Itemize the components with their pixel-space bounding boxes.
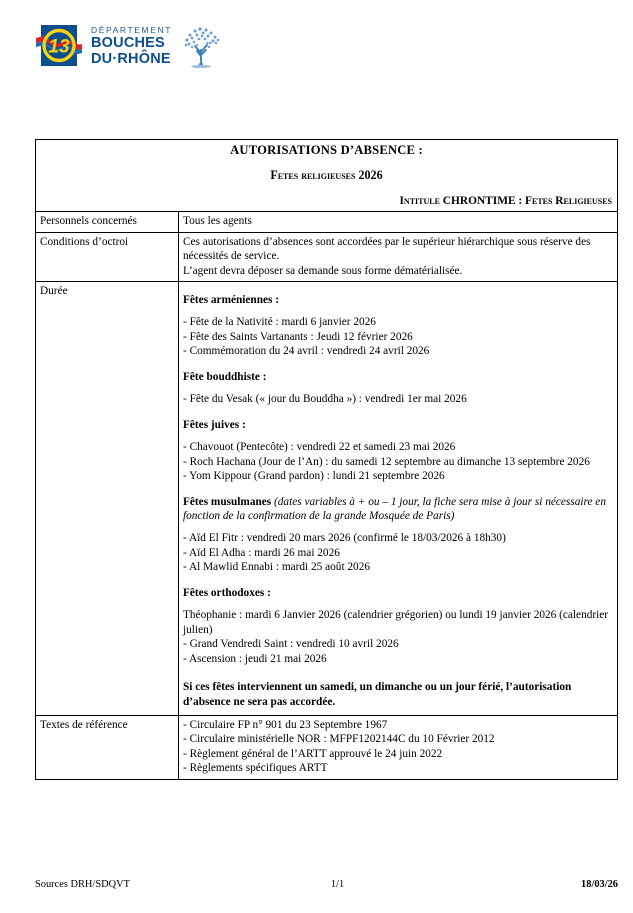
document-subtitle: Fetes religieuses 2026 bbox=[270, 168, 383, 183]
footer-source: Sources DRH/SDQVT bbox=[35, 879, 130, 890]
list-item: - Aïd El Fitr : vendredi 20 mars 2026 (confirmé le 18/03/2026 à 18h30) bbox=[183, 532, 506, 545]
document-title: AUTORISATIONS D’ABSENCE : bbox=[230, 143, 423, 157]
logo-name-line-1: BOUCHES bbox=[91, 35, 165, 52]
table-row bbox=[36, 715, 618, 779]
list-item: - Fête de la Nativité : mardi 6 janvier 2026 bbox=[183, 316, 376, 329]
row-label-conditions: Conditions d’octroi bbox=[36, 232, 179, 281]
section-title-juives-text: Fêtes juives bbox=[183, 418, 240, 431]
section-title-musulmanes bbox=[183, 495, 613, 524]
tree-icon bbox=[178, 23, 226, 69]
section-title-orthodoxes bbox=[183, 586, 613, 600]
list-item: - Yom Kippour (Grand pardon) : lundi 21 septembre 2026 bbox=[183, 470, 445, 483]
table-row bbox=[36, 232, 618, 281]
table-row bbox=[36, 281, 618, 715]
row-label-personnels: Personnels concernés bbox=[36, 212, 179, 232]
section-title-orthodoxes-text: Fêtes orthodoxes bbox=[183, 586, 265, 599]
absence-authorisation-table bbox=[35, 139, 618, 780]
row-label-duree: Durée bbox=[36, 281, 179, 715]
svg-text:13: 13 bbox=[48, 36, 70, 58]
footer-page-number: 1/1 bbox=[330, 879, 345, 890]
logo-wordmark bbox=[91, 26, 172, 67]
chrontime-label: Intitule CHRONTIME : Fetes Religieuses bbox=[399, 194, 612, 207]
section-title-musulmanes-text: Fêtes musulmanes bbox=[183, 495, 272, 508]
page-footer bbox=[35, 879, 618, 890]
list-item: - Al Mawlid Ennabi : mardi 25 août 2026 bbox=[183, 561, 370, 574]
list-item: - Roch Hachana (Jour de l’An) : du samedi 12 septembre au dimanche 13 septembre 2026 bbox=[183, 455, 590, 468]
section-note-musulmanes: (dates variables à + ou – 1 jour, la fiche sera mise à jour si nécessaire en fonction de la confirmation de la grande Mosquée de Paris) bbox=[183, 495, 606, 522]
conditions-line-1: Ces autorisations d’absences sont accordées par le supérieur hiérarchique sous réserve des nécessités de service. bbox=[183, 235, 591, 263]
list-item: - Chavouot (Pentecôte) : vendredi 22 et samedi 23 mai 2026 bbox=[183, 441, 456, 454]
table-header-row bbox=[36, 140, 618, 212]
department-logo bbox=[36, 20, 236, 72]
list-item: - Ascension : jeudi 21 mai 2026 bbox=[183, 652, 327, 665]
section-title-juives-suffix: : bbox=[239, 418, 246, 431]
row-value-duree bbox=[179, 281, 618, 715]
bouches-du-rhone-emblem-icon bbox=[36, 24, 82, 68]
list-item: - Aïd El Adha : mardi 26 mai 2026 bbox=[183, 546, 340, 559]
list-item: - Circulaire FP n° 901 du 23 Septembre 1967 bbox=[183, 718, 388, 731]
table-header-cell bbox=[36, 140, 618, 212]
row-label-references: Textes de référence bbox=[36, 715, 179, 779]
section-title-bouddhiste-text: Fête bouddhiste bbox=[183, 370, 260, 383]
logo-name-line-2: DU·RHÔNE bbox=[91, 50, 171, 67]
section-title-armeniennes bbox=[183, 293, 613, 307]
weekend-warning-note: Si ces fêtes interviennent un samedi, un dimanche ou un jour férié, l’autorisation d’absence ne sera pas accordée. bbox=[183, 681, 572, 708]
list-item: - Commémoration du 24 avril : vendredi 24 avril 2026 bbox=[183, 345, 430, 358]
table-row bbox=[36, 212, 618, 232]
list-item: - Règlement général de l’ARTT approuvé le 24 juin 2022 bbox=[183, 747, 443, 760]
list-item: - Règlements spécifiques ARTT bbox=[183, 762, 328, 775]
orthodoxes-paragraph: Théophanie : mardi 6 Janvier 2026 (calendrier grégorien) ou lundi 19 janvier 2026 (calendrier julien) bbox=[183, 609, 609, 636]
list-item: - Grand Vendredi Saint : vendredi 10 avril 2026 bbox=[183, 638, 399, 651]
list-item: - Fête du Vesak (« jour du Bouddha ») : vendredi 1er mai 2026 bbox=[183, 393, 467, 406]
list-item: - Fête des Saints Vartanants : Jeudi 12 février 2026 bbox=[183, 330, 413, 343]
row-value-conditions bbox=[179, 232, 618, 281]
logo-department-label: DÉPARTEMENT bbox=[91, 24, 173, 35]
row-value-references bbox=[179, 715, 618, 779]
section-title-bouddhiste bbox=[183, 370, 613, 384]
section-title-armeniennes-suffix: : bbox=[272, 293, 280, 306]
list-item: - Circulaire ministérielle NOR : MFPF1202144C du 10 Février 2012 bbox=[183, 733, 495, 746]
section-title-bouddhiste-suffix: : bbox=[259, 370, 267, 383]
section-title-juives bbox=[183, 418, 613, 432]
row-value-personnels: Tous les agents bbox=[179, 212, 618, 232]
footer-date: 18/03/26 bbox=[581, 879, 618, 890]
section-title-orthodoxes-suffix: : bbox=[264, 586, 271, 599]
conditions-line-2: L’agent devra déposer sa demande sous forme dématérialisée. bbox=[183, 264, 463, 277]
section-title-armeniennes-text: Fêtes arméniennes bbox=[183, 293, 273, 306]
